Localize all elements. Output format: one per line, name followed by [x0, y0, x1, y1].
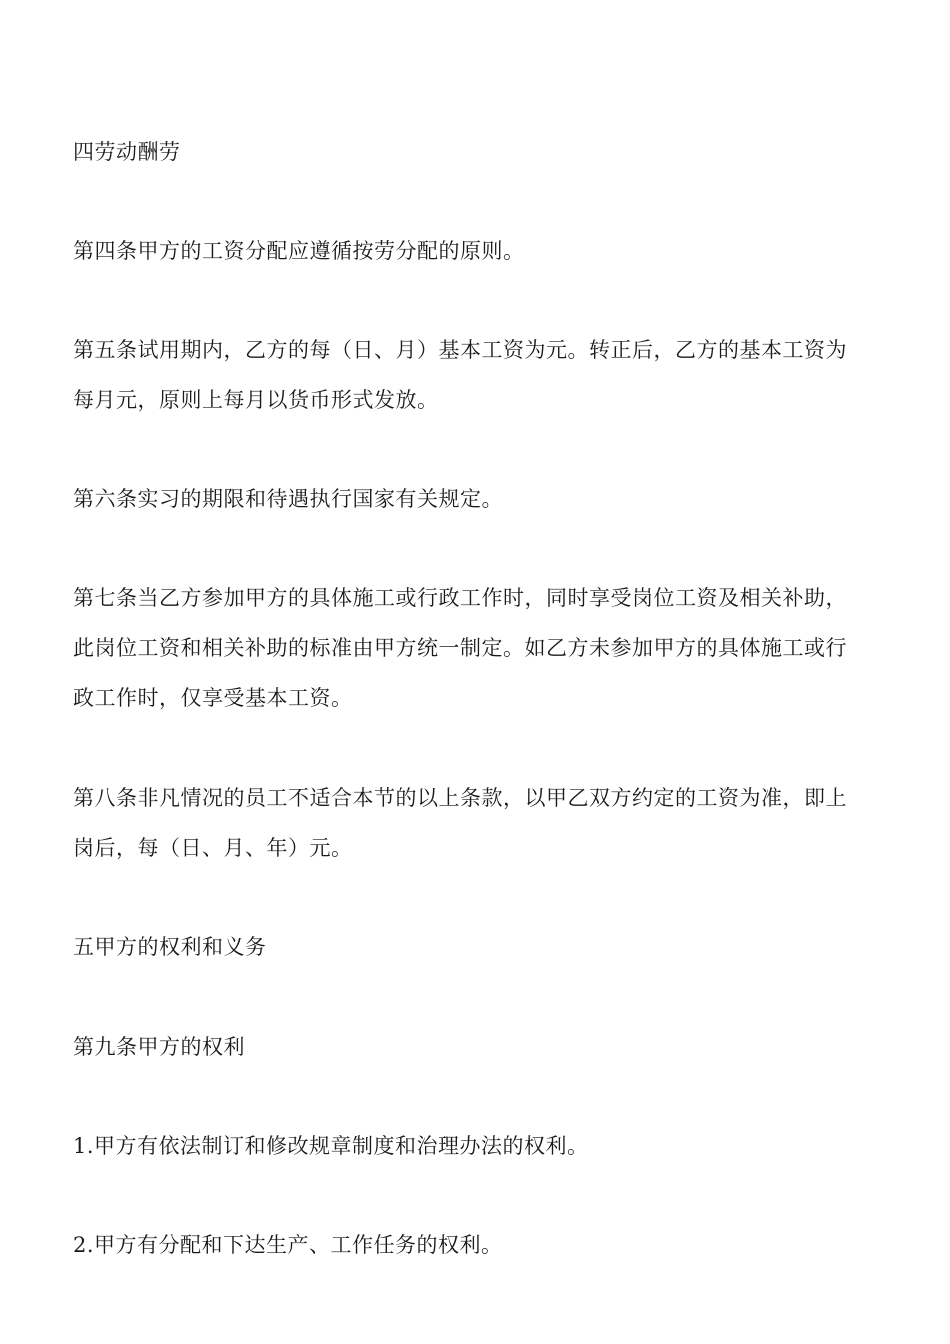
text-line: 2.甲方有分配和下达生产、工作任务的权利。	[73, 1233, 503, 1257]
section-heading-labor-pay	[73, 127, 881, 177]
text-line: 1.甲方有依法制订和修改规章制度和治理办法的权利。	[73, 1134, 589, 1158]
text-line: 第八条非凡情况的员工不适合本节的以上条款，以甲乙双方约定的工资为准，即上	[73, 786, 847, 810]
text-line: 第九条甲方的权利	[73, 1035, 245, 1059]
article-5	[73, 325, 881, 425]
list-item-1	[73, 1121, 881, 1171]
list-item-2	[73, 1220, 881, 1270]
text-line: 此岗位工资和相关补助的标准由甲方统一制定。如乙方未参加甲方的具体施工或行	[73, 636, 847, 660]
article-4	[73, 226, 881, 276]
text-line: 岗后，每（日、月、年）元。	[73, 836, 353, 860]
section-heading-rights-obligations	[73, 922, 881, 972]
text-line: 第七条当乙方参加甲方的具体施工或行政工作时，同时享受岗位工资及相关补助，	[73, 586, 847, 610]
text-line: 第五条试用期内，乙方的每（日、月）基本工资为元。转正后，乙方的基本工资为	[73, 338, 847, 362]
text-line: 五甲方的权利和义务	[73, 935, 267, 959]
text-line: 政工作时，仅享受基本工资。	[73, 686, 353, 710]
article-8	[73, 773, 881, 873]
article-6	[73, 474, 881, 524]
text-line: 四劳动酬劳	[73, 140, 181, 164]
text-line: 每月元，原则上每月以货币形式发放。	[73, 388, 439, 412]
text-line: 第六条实习的期限和待遇执行国家有关规定。	[73, 487, 503, 511]
text-line: 第四条甲方的工资分配应遵循按劳分配的原则。	[73, 239, 525, 263]
article-7	[73, 573, 881, 723]
article-9	[73, 1022, 881, 1072]
